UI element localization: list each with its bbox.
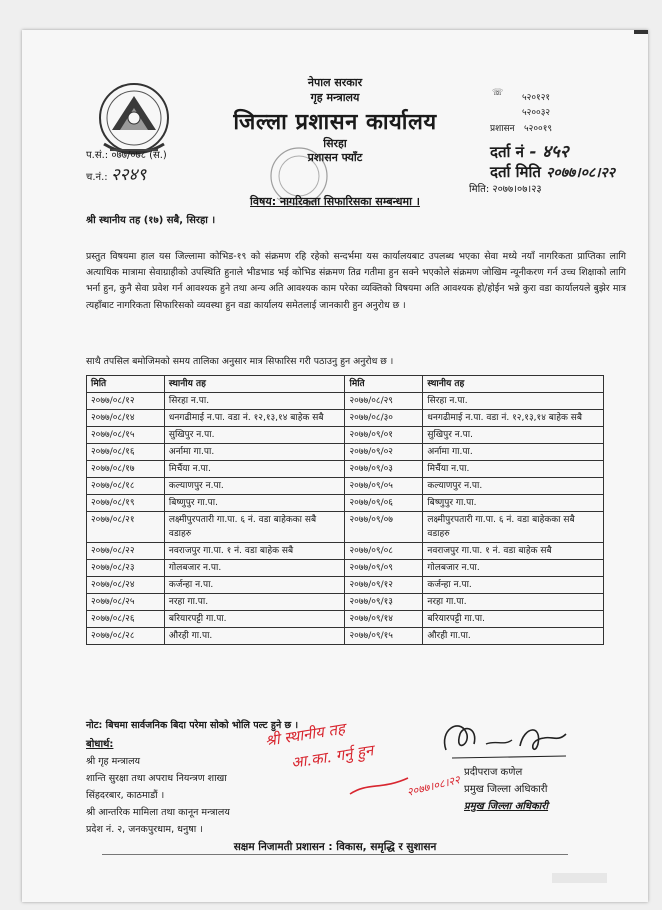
cc-label: बोधार्थ: — [86, 739, 114, 750]
date-cell: २०७७/०९/१५ — [345, 628, 423, 645]
table-header-row — [87, 376, 604, 393]
local-level-cell: सिरहा न.पा. — [423, 393, 604, 410]
local-level-cell: मिर्चैया न.पा. — [423, 461, 604, 478]
local-level-cell: सिरहा न.पा. — [164, 393, 345, 410]
local-level-cell: बरियारपट्टी गा.पा. — [164, 611, 345, 628]
footer-motto: सक्षम निजामती प्रशासन : विकास, समृद्धि र सुशासन — [233, 841, 437, 853]
table-row — [87, 410, 604, 427]
office-section: प्रशासन फ्याँट — [307, 151, 363, 164]
designation-stamp: प्रमुख जिल्ला अधिकारी — [464, 801, 549, 812]
phone-2: ५२००३२ — [522, 108, 551, 118]
date-cell: २०७७/०९/०३ — [345, 461, 423, 478]
local-level-cell: लक्ष्मीपुरपतारी गा.पा. ६ नं. वडा बाहेकका सबै वडाहरु — [164, 512, 345, 543]
local-level-cell: कर्जन्हा न.पा. — [423, 577, 604, 594]
cc-line: श्री आन्तरिक मामिला तथा कानून मन्त्रालय — [86, 807, 230, 818]
darta-label: दर्ता नं — [490, 143, 524, 161]
local-level-cell: औरही गा.पा. — [164, 628, 345, 645]
table-row — [87, 512, 604, 543]
body-paragraph: प्रस्तुत विषयमा हाल यस जिल्लामा कोभिड-१९ को संक्रमण रहि रहेको सन्दर्भमा यस कार्यालयबाट उपलब्ध भएका सेवा मध्ये नयाँ नागरिकता प्राप्तिका लागि अत्याधिक मात्रामा सेवाग्राहीको उपस्थिति हुनाले भीडभाड भई कोभिड संक्रमण तिव्र गतीमा हुन सक्ने भएकोले संक्रमण जोखिम न्यूनीकरण गर्न उच्च शिक्षाको लागि भर्ना हुन, कुनै सेवा प्रवेश गर्न आवश्यक हुने तथा अन्य अति आवश्यक काम परेका व्यक्तिको विषयमा अति आवश्यक हो/होईन भन्ने कुरा वडा कार्यालयले बुझेर मात्र त्यहाँबाट नागरिकता सिफारिसको व्यवस्था हुन वडा कार्यालय समेतलाई जानकारी हुन अनुरोध छ । — [86, 251, 626, 311]
local-level-cell: मिर्चैया न.पा. — [164, 461, 345, 478]
red-handwritten-endorsement — [258, 720, 488, 800]
darta-date-label: दर्ता मिति — [490, 163, 541, 181]
date-cell: २०७७/०९/०१ — [345, 427, 423, 444]
office-name: जिल्ला प्रशासन कार्यालय — [233, 110, 437, 135]
date-cell: २०७७/०९/१२ — [345, 577, 423, 594]
registry-box — [490, 142, 615, 183]
cc-line: प्रदेश नं. २, जनकपुरधाम, धनुषा । — [86, 824, 203, 835]
local-level-cell: अर्नामा गा.पा. — [164, 444, 345, 461]
table-row — [87, 427, 604, 444]
local-level-cell: नवराजपुर गा.पा. १ नं. वडा बाहेक सबै — [423, 543, 604, 560]
endorsement-line-1: श्री स्थानीय तह — [263, 720, 347, 750]
reference-chn — [86, 162, 146, 185]
letter-page — [22, 30, 648, 902]
cc-line: सिंहदरबार, काठमाडौं । — [86, 790, 165, 801]
telephone-icon: ☏ — [492, 88, 504, 98]
table-row — [87, 628, 604, 645]
date-cell: २०७७/०८/२९ — [345, 393, 423, 410]
schedule-table-body — [87, 393, 604, 645]
date-cell: २०७७/०८/२६ — [87, 611, 165, 628]
phone-3: ५२००१९ — [524, 124, 553, 134]
endorsement-line-2: आ.का. गर्नु हुन — [289, 741, 375, 772]
table-row — [87, 444, 604, 461]
local-level-cell: सुखिपुर न.पा. — [423, 427, 604, 444]
chn-value: २२४९ — [110, 165, 147, 185]
local-level-cell: लक्ष्मीपुरपतारी गा.पा. ६ नं. वडा बाहेकका सबै वडाहरु — [423, 512, 604, 543]
local-level-cell: कल्याणपुर न.पा. — [164, 478, 345, 495]
date-cell: २०७७/०८/२२ — [87, 543, 165, 560]
date-cell: २०७७/०८/२३ — [87, 560, 165, 577]
govt-name: नेपाल सरकार — [307, 76, 363, 89]
date-cell: २०७७/०८/२४ — [87, 577, 165, 594]
table-row — [87, 594, 604, 611]
date-cell: २०७७/०८/१९ — [87, 495, 165, 512]
local-level-cell: औरही गा.पा. — [423, 628, 604, 645]
table-row — [87, 611, 604, 628]
local-level-cell: धनगढीमाई न.पा. वडा नं. १२,१३,१४ बाहेक सबै — [164, 410, 345, 427]
letter-date: मिति: २०७७।०७।२३ — [469, 184, 542, 195]
subject-text: विषय: नागरिकता सिफारिसका सम्बन्धमा । — [250, 195, 420, 208]
local-level-cell: नरहा गा.पा. — [164, 594, 345, 611]
footer-divider — [102, 854, 568, 855]
date-cell: २०७७/०८/१४ — [87, 410, 165, 427]
table-row — [87, 543, 604, 560]
date-cell: २०७७/०८/१८ — [87, 478, 165, 495]
local-level-cell: धनगढीमाई न.पा. वडा नं. १२,१३,१४ बाहेक सबै — [423, 410, 604, 427]
col-header-date-2: मिति — [345, 376, 423, 393]
date-cell: २०७७/०९/१३ — [345, 594, 423, 611]
date-cell: २०७७/०८/१२ — [87, 393, 165, 410]
local-level-cell: गोलबजार न.पा. — [164, 560, 345, 577]
body-paragraph-2: साथै तपसिल बमोजिमको समय तालिका अनुसार मात्र सिफारिस गरी पठाउनु हुन अनुरोध छ । — [86, 356, 394, 367]
date-cell: २०७७/०९/०५ — [345, 478, 423, 495]
admin-label: प्रशासन — [490, 124, 515, 134]
cc-line: शान्ति सुरक्षा तथा अपराध नियन्त्रण शाखा — [86, 773, 227, 784]
cc-line: श्री गृह मन्त्रालय — [86, 756, 141, 767]
signatory-designation: प्रमुख जिल्ला अधिकारी — [464, 784, 548, 795]
local-level-cell: गोलबजार न.पा. — [423, 560, 604, 577]
table-row — [87, 560, 604, 577]
date-cell: २०७७/०८/३० — [345, 410, 423, 427]
schedule-table — [86, 375, 604, 645]
col-header-date-1: मिति — [87, 376, 165, 393]
table-row — [87, 461, 604, 478]
table-row — [87, 577, 604, 594]
ministry-name: गृह मन्त्रालय — [310, 91, 360, 104]
date-cell: २०७७/०८/२८ — [87, 628, 165, 645]
note-line: नोट: बिचमा सार्वजनिक बिदा परेमा सोको भोलि पल्ट हुने छ । — [86, 720, 299, 731]
local-level-cell: कल्याणपुर न.पा. — [423, 478, 604, 495]
signatory-name: प्रदीपराज कणेल — [464, 767, 523, 778]
darta-value: - ४५२ — [529, 142, 569, 162]
local-level-cell: नरहा गा.पा. — [423, 594, 604, 611]
endorsement-date: २०७७।०८।२२ — [405, 773, 462, 799]
office-place: सिरहा — [323, 137, 347, 150]
date-cell: २०७७/०९/१४ — [345, 611, 423, 628]
table-row — [87, 393, 604, 410]
date-cell: २०७७/०९/०२ — [345, 444, 423, 461]
date-cell: २०७७/०८/१५ — [87, 427, 165, 444]
chn-label: च.नं.: — [86, 172, 108, 183]
scan-smudge — [552, 873, 607, 883]
subject-line — [22, 194, 648, 209]
date-cell: २०७७/०८/२१ — [87, 512, 165, 543]
date-cell: २०७७/०८/१७ — [87, 461, 165, 478]
phone-1: ५२०१२१ — [522, 93, 551, 103]
local-level-cell: कर्जन्हा न.पा. — [164, 577, 345, 594]
col-header-local-level-2: स्थानीय तह — [423, 376, 604, 393]
addressee: श्री स्थानीय तह (१७) सबै, सिरहा । — [86, 215, 216, 226]
date-cell: २०७७/०९/०६ — [345, 495, 423, 512]
table-row — [87, 478, 604, 495]
date-cell: २०७७/०९/०८ — [345, 543, 423, 560]
date-cell: २०७७/०८/२५ — [87, 594, 165, 611]
local-level-cell: अर्नामा गा.पा. — [423, 444, 604, 461]
col-header-local-level-1: स्थानीय तह — [164, 376, 345, 393]
local-level-cell: बिष्णुपुर गा.पा. — [164, 495, 345, 512]
date-cell: २०७७/०९/०७ — [345, 512, 423, 543]
local-level-cell: बरियारपट्टी गा.पा. — [423, 611, 604, 628]
date-cell: २०७७/०८/१६ — [87, 444, 165, 461]
darta-date-value: २०७७।०८।२२ — [546, 165, 616, 181]
local-level-cell: नवराजपुर गा.पा. १ नं. वडा बाहेक सबै — [164, 543, 345, 560]
scan-edge-mark — [634, 30, 648, 34]
reference-ps: प.सं.: ०७७/०७८ (स.) — [86, 150, 167, 161]
table-row — [87, 495, 604, 512]
local-level-cell: सुखिपुर न.पा. — [164, 427, 345, 444]
date-cell: २०७७/०९/०९ — [345, 560, 423, 577]
local-level-cell: बिष्णुपुर गा.पा. — [423, 495, 604, 512]
